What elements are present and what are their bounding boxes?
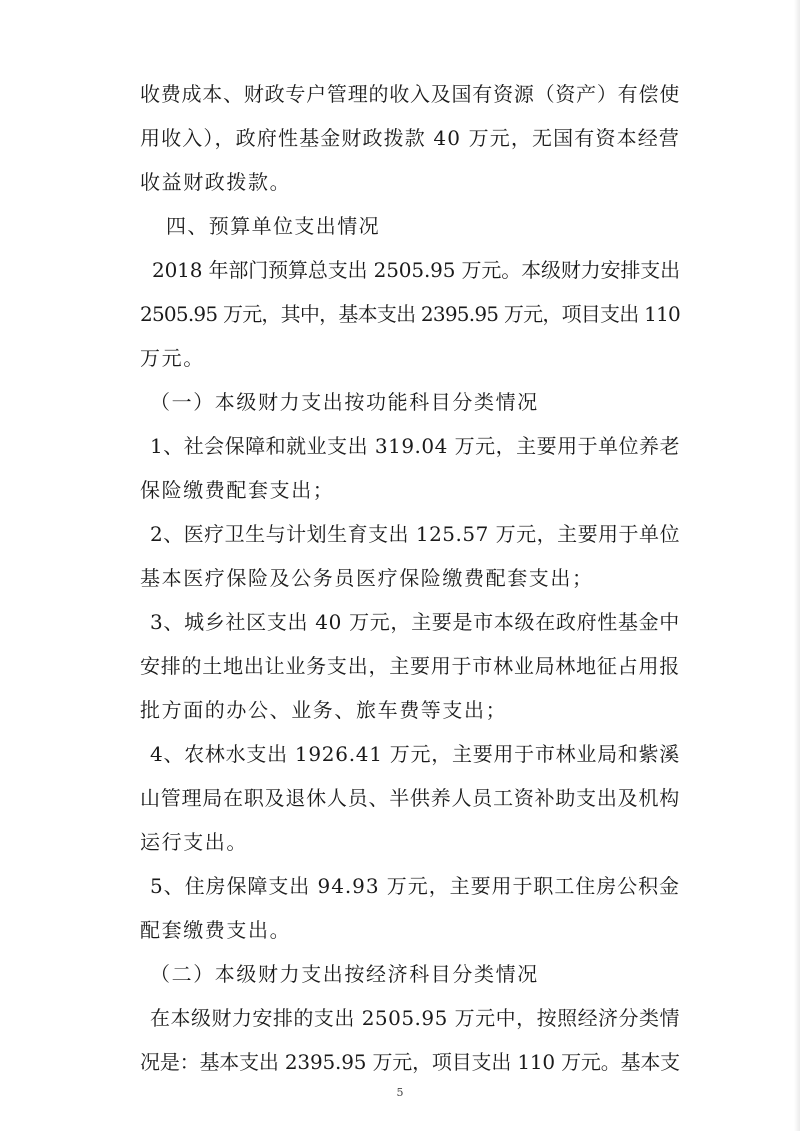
body-line: 保险缴费配套支出；	[140, 478, 335, 502]
body-line: 配套缴费支出。	[140, 918, 292, 942]
body-line: 批方面的办公、业务、旅车费等支出；	[140, 698, 508, 722]
body-line: 用收入），政府性基金财政拨款 40 万元，无国有资本经营	[140, 126, 680, 150]
body-line: 运行支出。	[140, 830, 248, 854]
scan-edge-shadow	[794, 0, 800, 1131]
subsection-heading: （二）本级财力支出按经济科目分类情况	[150, 962, 539, 986]
body-line: 收益财政拨款。	[140, 170, 292, 194]
body-line: 3、城乡社区支出 40 万元，主要是市本级在政府性基金中	[150, 610, 680, 634]
body-line: 2505.95 万元，其中，基本支出 2395.95 万元，项目支出 110	[140, 302, 680, 326]
page-number: 5	[396, 1086, 404, 1099]
body-line: 收费成本、财政专户管理的收入及国有资源（资产）有偿使	[140, 82, 680, 106]
body-line: 安排的土地出让业务支出，主要用于市林业局林地征占用报	[140, 654, 680, 678]
body-line: 山管理局在职及退休人员、半供养人员工资补助支出及机构	[140, 786, 680, 810]
body-line: 1、社会保障和就业支出 319.04 万元，主要用于单位养老	[150, 434, 680, 458]
body-line: 2、医疗卫生与计划生育支出 125.57 万元，主要用于单位	[150, 522, 680, 546]
body-line: 在本级财力安排的支出 2505.95 万元中，按照经济分类情	[150, 1006, 680, 1030]
subsection-heading: （一）本级财力支出按功能科目分类情况	[150, 390, 539, 414]
body-line: 基本医疗保险及公务员医疗保险缴费配套支出；	[140, 566, 594, 590]
section-heading: 四、预算单位支出情况	[166, 214, 380, 238]
body-line: 4、农林水支出 1926.41 万元，主要用于市林业局和紫溪	[150, 742, 680, 766]
body-line: 况是：基本支出 2395.95 万元，项目支出 110 万元。基本支	[140, 1050, 680, 1074]
body-line: 万元。	[140, 346, 205, 370]
body-line: 2018 年部门预算总支出 2505.95 万元。本级财力安排支出	[152, 258, 680, 282]
body-line: 5、住房保障支出 94.93 万元，主要用于职工住房公积金	[150, 874, 680, 898]
